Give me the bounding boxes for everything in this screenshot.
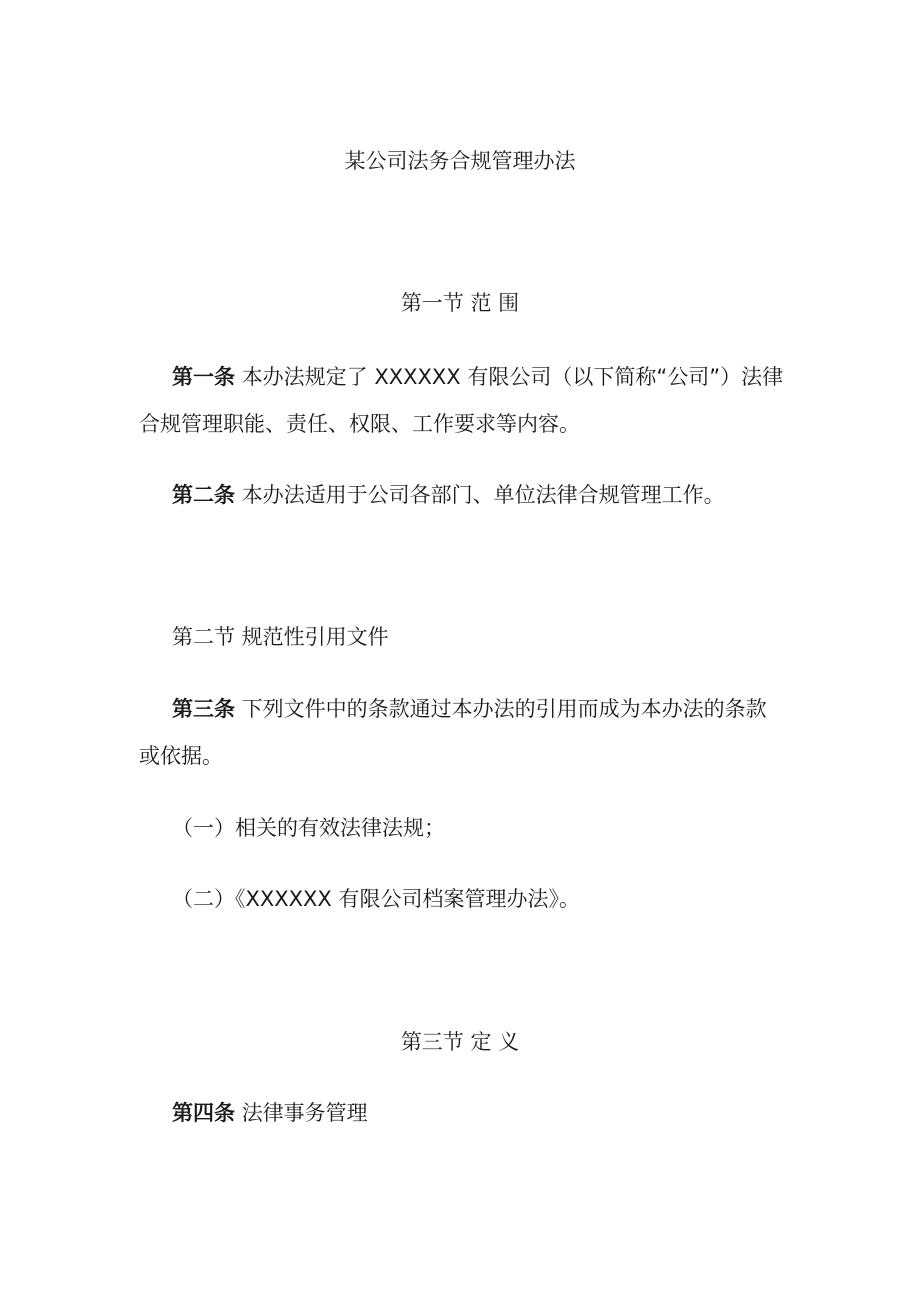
section-heading-1: 第一节 范 围 [400, 291, 520, 315]
article-label: 第二条 [172, 483, 235, 507]
section-heading-2: 第二节 规范性引用文件 [172, 625, 389, 649]
document-title: 某公司法务合规管理办法 [344, 149, 576, 173]
list-item: （一）相关的有效法律法规； [172, 816, 445, 840]
article-label: 第一条 [172, 365, 235, 389]
article-1-continuation: 合规管理职能、责任、权限、工作要求等内容。 [139, 412, 580, 436]
article-text: 下列文件中的条款通过本办法的引用而成为本办法的条款 [241, 697, 767, 721]
list-item: （二）《XXXXXX 有限公司档案管理办法》。 [172, 887, 580, 911]
article-text: 本办法规定了 XXXXXX 有限公司（以下简称“公司”）法律 [241, 365, 784, 389]
article-1 [172, 362, 783, 392]
article-2 [172, 480, 725, 510]
article-3-continuation: 或依据。 [139, 744, 223, 768]
article-label: 第四条 [172, 1101, 235, 1125]
section-heading-3: 第三节 定 义 [400, 1030, 520, 1054]
article-label: 第三条 [172, 697, 235, 721]
article-text: 法律事务管理 [241, 1101, 368, 1125]
article-4 [172, 1098, 368, 1128]
article-text: 本办法适用于公司各部门、单位法律合规管理工作。 [241, 483, 725, 507]
article-3 [172, 694, 767, 724]
